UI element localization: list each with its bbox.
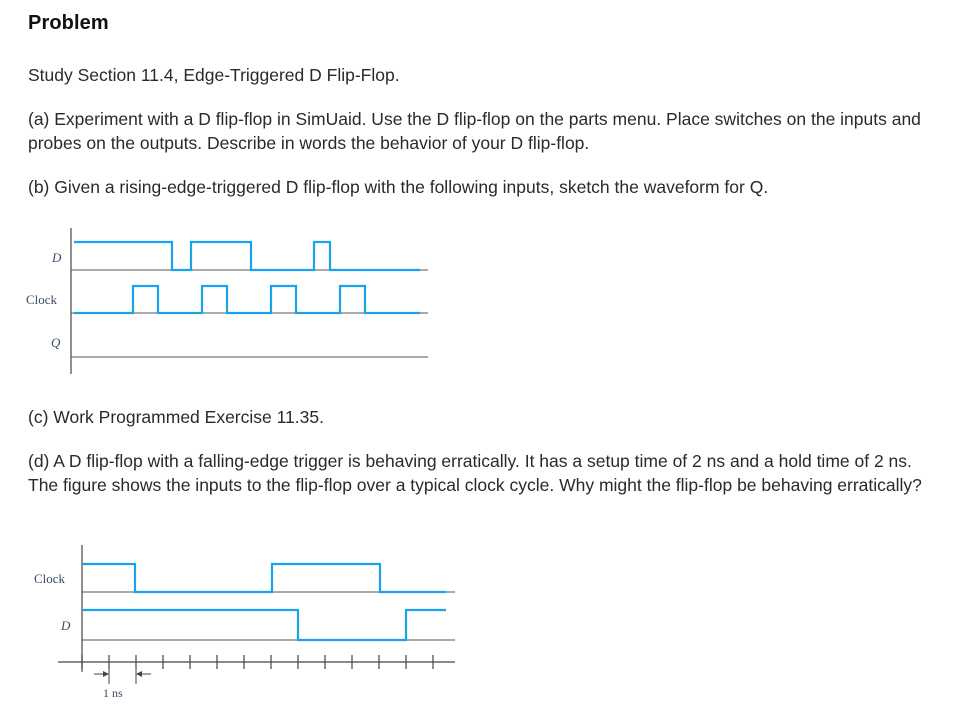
fig2-time-axis [58,655,455,669]
fig2-label-d: D [61,618,71,633]
part-b-text: (b) Given a rising-edge-triggered D flip-flop with the following inputs, sketch the waveform for Q. [28,177,769,197]
fig1-label-q: Q [51,335,61,350]
fig2-label-clock: Clock [34,571,66,586]
fig1-label-clock: Clock [26,292,58,307]
fig2-d-waveform [82,610,446,640]
fig2-clock-waveform [82,564,446,592]
fig2-scale-marker [94,666,151,684]
fig1-d-waveform [74,242,420,270]
part-d-text: (d) A D flip-flop with a falling-edge trigger is behaving erratically. It has a setup time of 2 ns and a hold time of 2 ns. The figure shows the inputs to the flip-flop over a typical clock cycle. Why might the flip-flop be behaving erratically? [28,451,922,495]
figure-2 [34,545,455,700]
part-a-text: (a) Experiment with a D flip-flop in SimUaid. Use the D flip-flop on the parts menu. Place switches on the inputs and probes on the outputs. Describe in words the behavior of your D flip-flop. [28,109,921,153]
figure-1 [26,228,428,374]
fig2-label-scale: 1 ns [103,686,123,700]
part-c-text: (c) Work Programmed Exercise 11.35. [28,407,324,427]
fig1-clock-waveform [74,286,420,313]
problem-heading: Problem [28,12,109,34]
study-instruction: Study Section 11.4, Edge-Triggered D Flip-Flop. [28,65,400,85]
fig1-label-d: D [52,250,62,265]
